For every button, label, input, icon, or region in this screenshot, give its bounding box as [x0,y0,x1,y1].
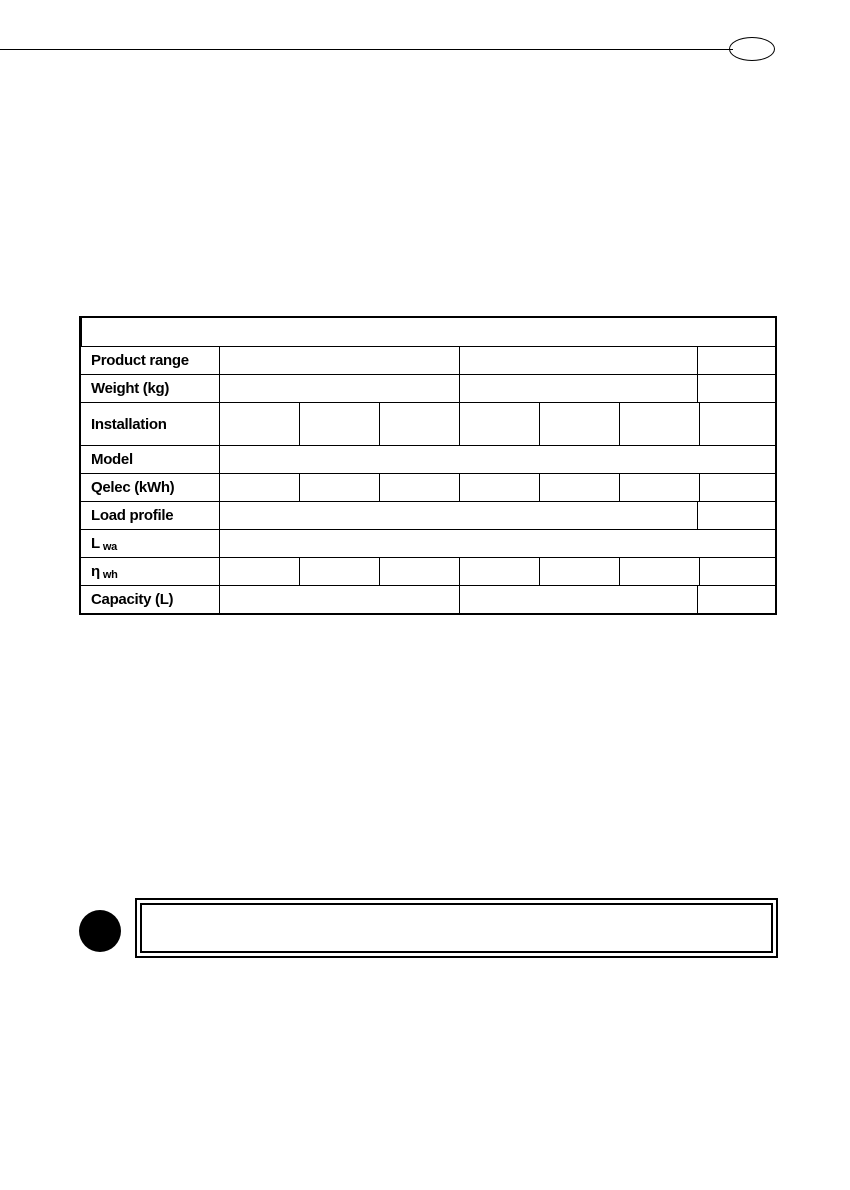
table-cell [379,558,459,585]
table-cell [219,558,299,585]
table-cell [219,375,459,402]
table-cell [699,403,775,445]
table-cell [697,375,775,402]
row-label-main: L [91,535,100,552]
row-label: Load profile [91,507,174,524]
table-cell [379,474,459,501]
row-label [81,558,219,585]
table-row-weight [81,374,775,402]
table-cell [697,347,775,374]
table-row-lwa [81,529,775,557]
table-cell [459,347,697,374]
row-label-subscript: wa [102,540,117,553]
table-cell [219,403,299,445]
table-cell [219,347,459,374]
row-label: Capacity (L) [91,591,174,608]
table-cell [219,446,775,473]
table-cell [459,586,697,613]
warning-dot-icon [79,910,121,952]
row-label-subscript: wh [102,568,118,581]
table-cell [539,558,619,585]
table-cell [219,502,697,529]
table-cell [619,403,699,445]
table-title [81,318,775,346]
spec-table [79,316,777,615]
row-label: Weight (kg) [91,380,170,397]
row-label: Product range [91,352,189,369]
header-rule [0,49,733,50]
row-label: Model [91,451,133,468]
table-row-product-range [81,346,775,374]
table-cell [219,586,459,613]
table-row-model [81,445,775,473]
table-cell [699,474,775,501]
table-title-row [81,318,775,346]
table-cell [459,474,539,501]
table-cell [697,586,775,613]
table-cell [619,474,699,501]
table-cell [219,530,775,557]
table-row-load-profile [81,501,775,529]
language-badge [729,37,775,61]
table-cell [459,403,539,445]
table-row-eta-wh [81,557,775,585]
row-label [81,530,219,557]
table-cell [459,558,539,585]
table-row-installation [81,402,775,445]
notice-text [140,903,773,953]
table-cell [539,403,619,445]
table-cell [459,375,697,402]
row-label: Installation [91,415,167,433]
table-cell [619,558,699,585]
table-cell [299,558,379,585]
table-cell [299,403,379,445]
notice-box [135,898,778,958]
table-cell [379,403,459,445]
table-row-capacity [81,585,775,613]
table-cell [697,502,775,529]
table-row-qelec [81,473,775,501]
row-label-main: η [91,563,100,580]
table-cell [299,474,379,501]
table-cell [219,474,299,501]
row-label: Qelec (kWh) [91,479,175,496]
table-cell [539,474,619,501]
table-cell [699,558,775,585]
